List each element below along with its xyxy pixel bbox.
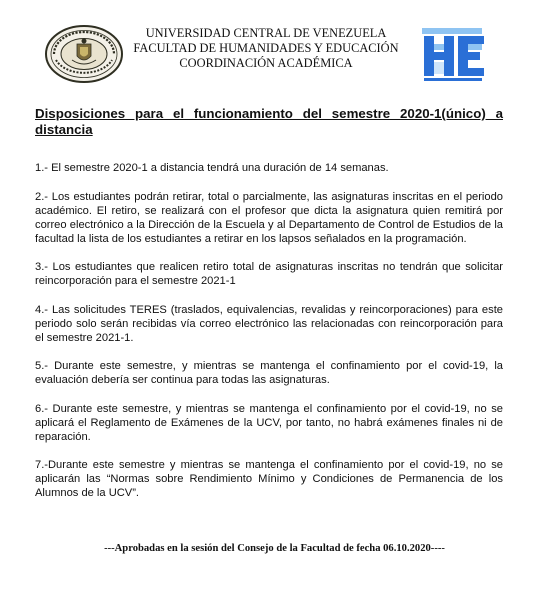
institution-header — [128, 26, 404, 71]
faculty-he-logo — [420, 26, 488, 84]
document-body — [35, 161, 503, 515]
university-name: UNIVERSIDAD CENTRAL DE VENEZUELA — [145, 26, 387, 40]
provision-6: 6.- Durante este semestre, y mientras se mantenga el confinamiento por el covid-19, no se aplicará el Reglamento de Exámenes de la UCV, por tanto, no habrá exámenes finales ni de reparación. — [35, 402, 503, 443]
provision-1: 1.- El semestre 2020-1 a distancia tendrá una duración de 14 semanas. — [35, 162, 389, 174]
faculty-name: FACULTAD DE HUMANIDADES Y EDUCACIÓN — [133, 41, 399, 55]
ucv-seal-logo — [44, 24, 124, 84]
document-title: Disposiciones para el funcionamiento del semestre 2020-1(único) a distancia — [35, 106, 503, 137]
provision-7: 7.-Durante este semestre y mientras se mantenga el confinamiento por el covid-19, no se aplicarán las “Normas sobre Rendimiento Mínimo y Condiciones de Permanencia de los Alumnos de la UCV”. — [35, 459, 503, 499]
provision-5: 5.- Durante este semestre, y mientras se mantenga el confinamiento por el covid-19, la evaluación debería ser continua para todas las asignaturas. — [35, 360, 503, 386]
provision-2: 2.- Los estudiantes podrán retirar, total o parcialmente, las asignaturas inscritas en el periodo académico. El retiro, se realizará con el profesor que dicta la asignatura quien remitirá por correo electrónico a la Dirección de la Escuela y al Departamento de Control de Estudios de la facultad la lista de los estudiantes a retirar en los lapsos señalados en la programación. — [35, 190, 503, 245]
provision-4: 4.- Las solicitudes TERES (traslados, equivalencias, revalidas y reincorporaciones) para este periodo solo serán recibidas vía correo electrónico las relacionadas con reincorporación para el semestre 2021-1. — [35, 303, 503, 344]
office-name: COORDINACIÓN ACADÉMICA — [179, 56, 353, 70]
approval-footer: ---Aprobadas en la sesión del Consejo de la Facultad de fecha 06.10.2020---- — [104, 543, 445, 554]
provision-3: 3.- Los estudiantes que realicen retiro total de asignaturas inscritas no tendrán que solicitar reincorporación para el semestre 2021-1 — [35, 261, 503, 287]
